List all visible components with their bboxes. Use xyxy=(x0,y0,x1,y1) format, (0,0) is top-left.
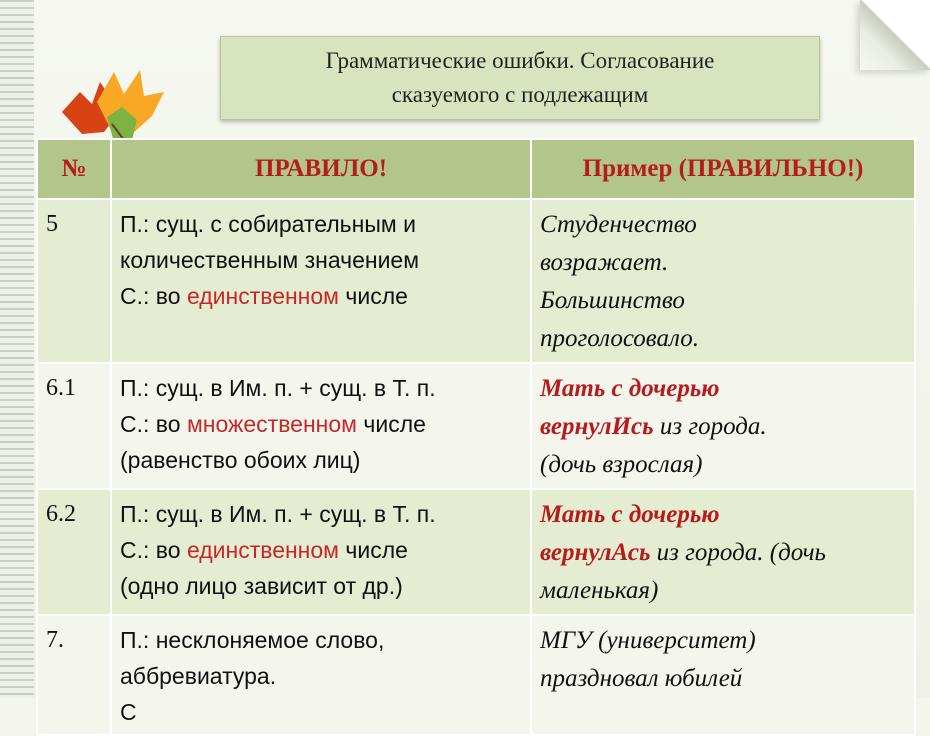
example-highlight: вернулИсь xyxy=(540,413,654,440)
example-line: из города. (дочь xyxy=(650,539,826,566)
row-example xyxy=(531,363,915,489)
rule-line: П.: сущ. с собирательным и xyxy=(120,211,416,237)
row-num: 6.1 xyxy=(37,363,111,489)
example-line: Большинство xyxy=(540,287,685,314)
rule-line: (одно лицо зависит от др.) xyxy=(120,573,403,599)
header-num: № xyxy=(37,139,111,199)
rule-line: числе xyxy=(339,283,408,309)
rule-line: П.: сущ. в Им. п. + сущ. в Т. п. xyxy=(120,375,436,401)
row-num: 5 xyxy=(37,199,111,363)
table-row xyxy=(37,363,915,489)
header-example: Пример (ПРАВИЛЬНО!) xyxy=(531,139,915,199)
example-line: Студенчество xyxy=(540,211,697,238)
slide-title xyxy=(220,36,820,120)
rule-line: количественным значением xyxy=(120,247,420,273)
rule-highlight: единственном xyxy=(186,537,339,563)
rule-line: числе xyxy=(339,537,408,563)
row-rule xyxy=(111,489,531,615)
rule-line: (равенство обоих лиц) xyxy=(120,447,361,473)
table-row xyxy=(37,199,915,363)
example-line: (дочь взрослая) xyxy=(540,451,703,478)
rule-highlight: множественном xyxy=(186,411,357,437)
example-line: проголосовало. xyxy=(540,325,699,352)
example-line: возражает. xyxy=(540,249,669,276)
rule-highlight: единственном xyxy=(186,283,339,309)
header-rule: ПРАВИЛО! xyxy=(111,139,531,199)
example-line: из города. xyxy=(653,413,767,440)
row-example xyxy=(531,199,915,363)
example-line: МГУ (университет) xyxy=(540,627,756,654)
rule-line: С.: во xyxy=(120,411,187,437)
table-row xyxy=(37,489,915,615)
example-line: праздновал юбилей xyxy=(540,665,743,692)
example-highlight: Мать с дочерью xyxy=(540,375,720,402)
rules-table xyxy=(36,138,916,736)
example-highlight: Мать с дочерью xyxy=(540,501,720,528)
rule-line: П.: несклоняемое слово, xyxy=(120,627,385,653)
row-num: 6.2 xyxy=(37,489,111,615)
notebook-spiral xyxy=(0,0,35,698)
row-rule xyxy=(111,363,531,489)
table-header-row xyxy=(37,139,915,199)
row-example xyxy=(531,489,915,615)
rule-line: С.: во xyxy=(120,537,187,563)
row-num: 7. xyxy=(37,615,111,735)
rule-line: числе xyxy=(356,411,426,437)
title-line-1: Грамматические ошибки. Согласование xyxy=(325,48,715,73)
row-rule xyxy=(111,199,531,363)
row-example xyxy=(531,615,915,735)
rule-line: аббревиатура. xyxy=(120,663,277,689)
title-line-2: сказуемого с подлежащим xyxy=(391,82,649,107)
example-line: маленькая) xyxy=(540,577,659,604)
rule-line: С xyxy=(120,699,137,725)
example-highlight: вернулАсь xyxy=(540,539,651,566)
table-row xyxy=(37,615,915,735)
page-curl xyxy=(860,0,930,70)
rule-line: С.: во xyxy=(120,283,187,309)
rule-line: П.: сущ. в Им. п. + сущ. в Т. п. xyxy=(120,501,436,527)
row-rule xyxy=(111,615,531,735)
